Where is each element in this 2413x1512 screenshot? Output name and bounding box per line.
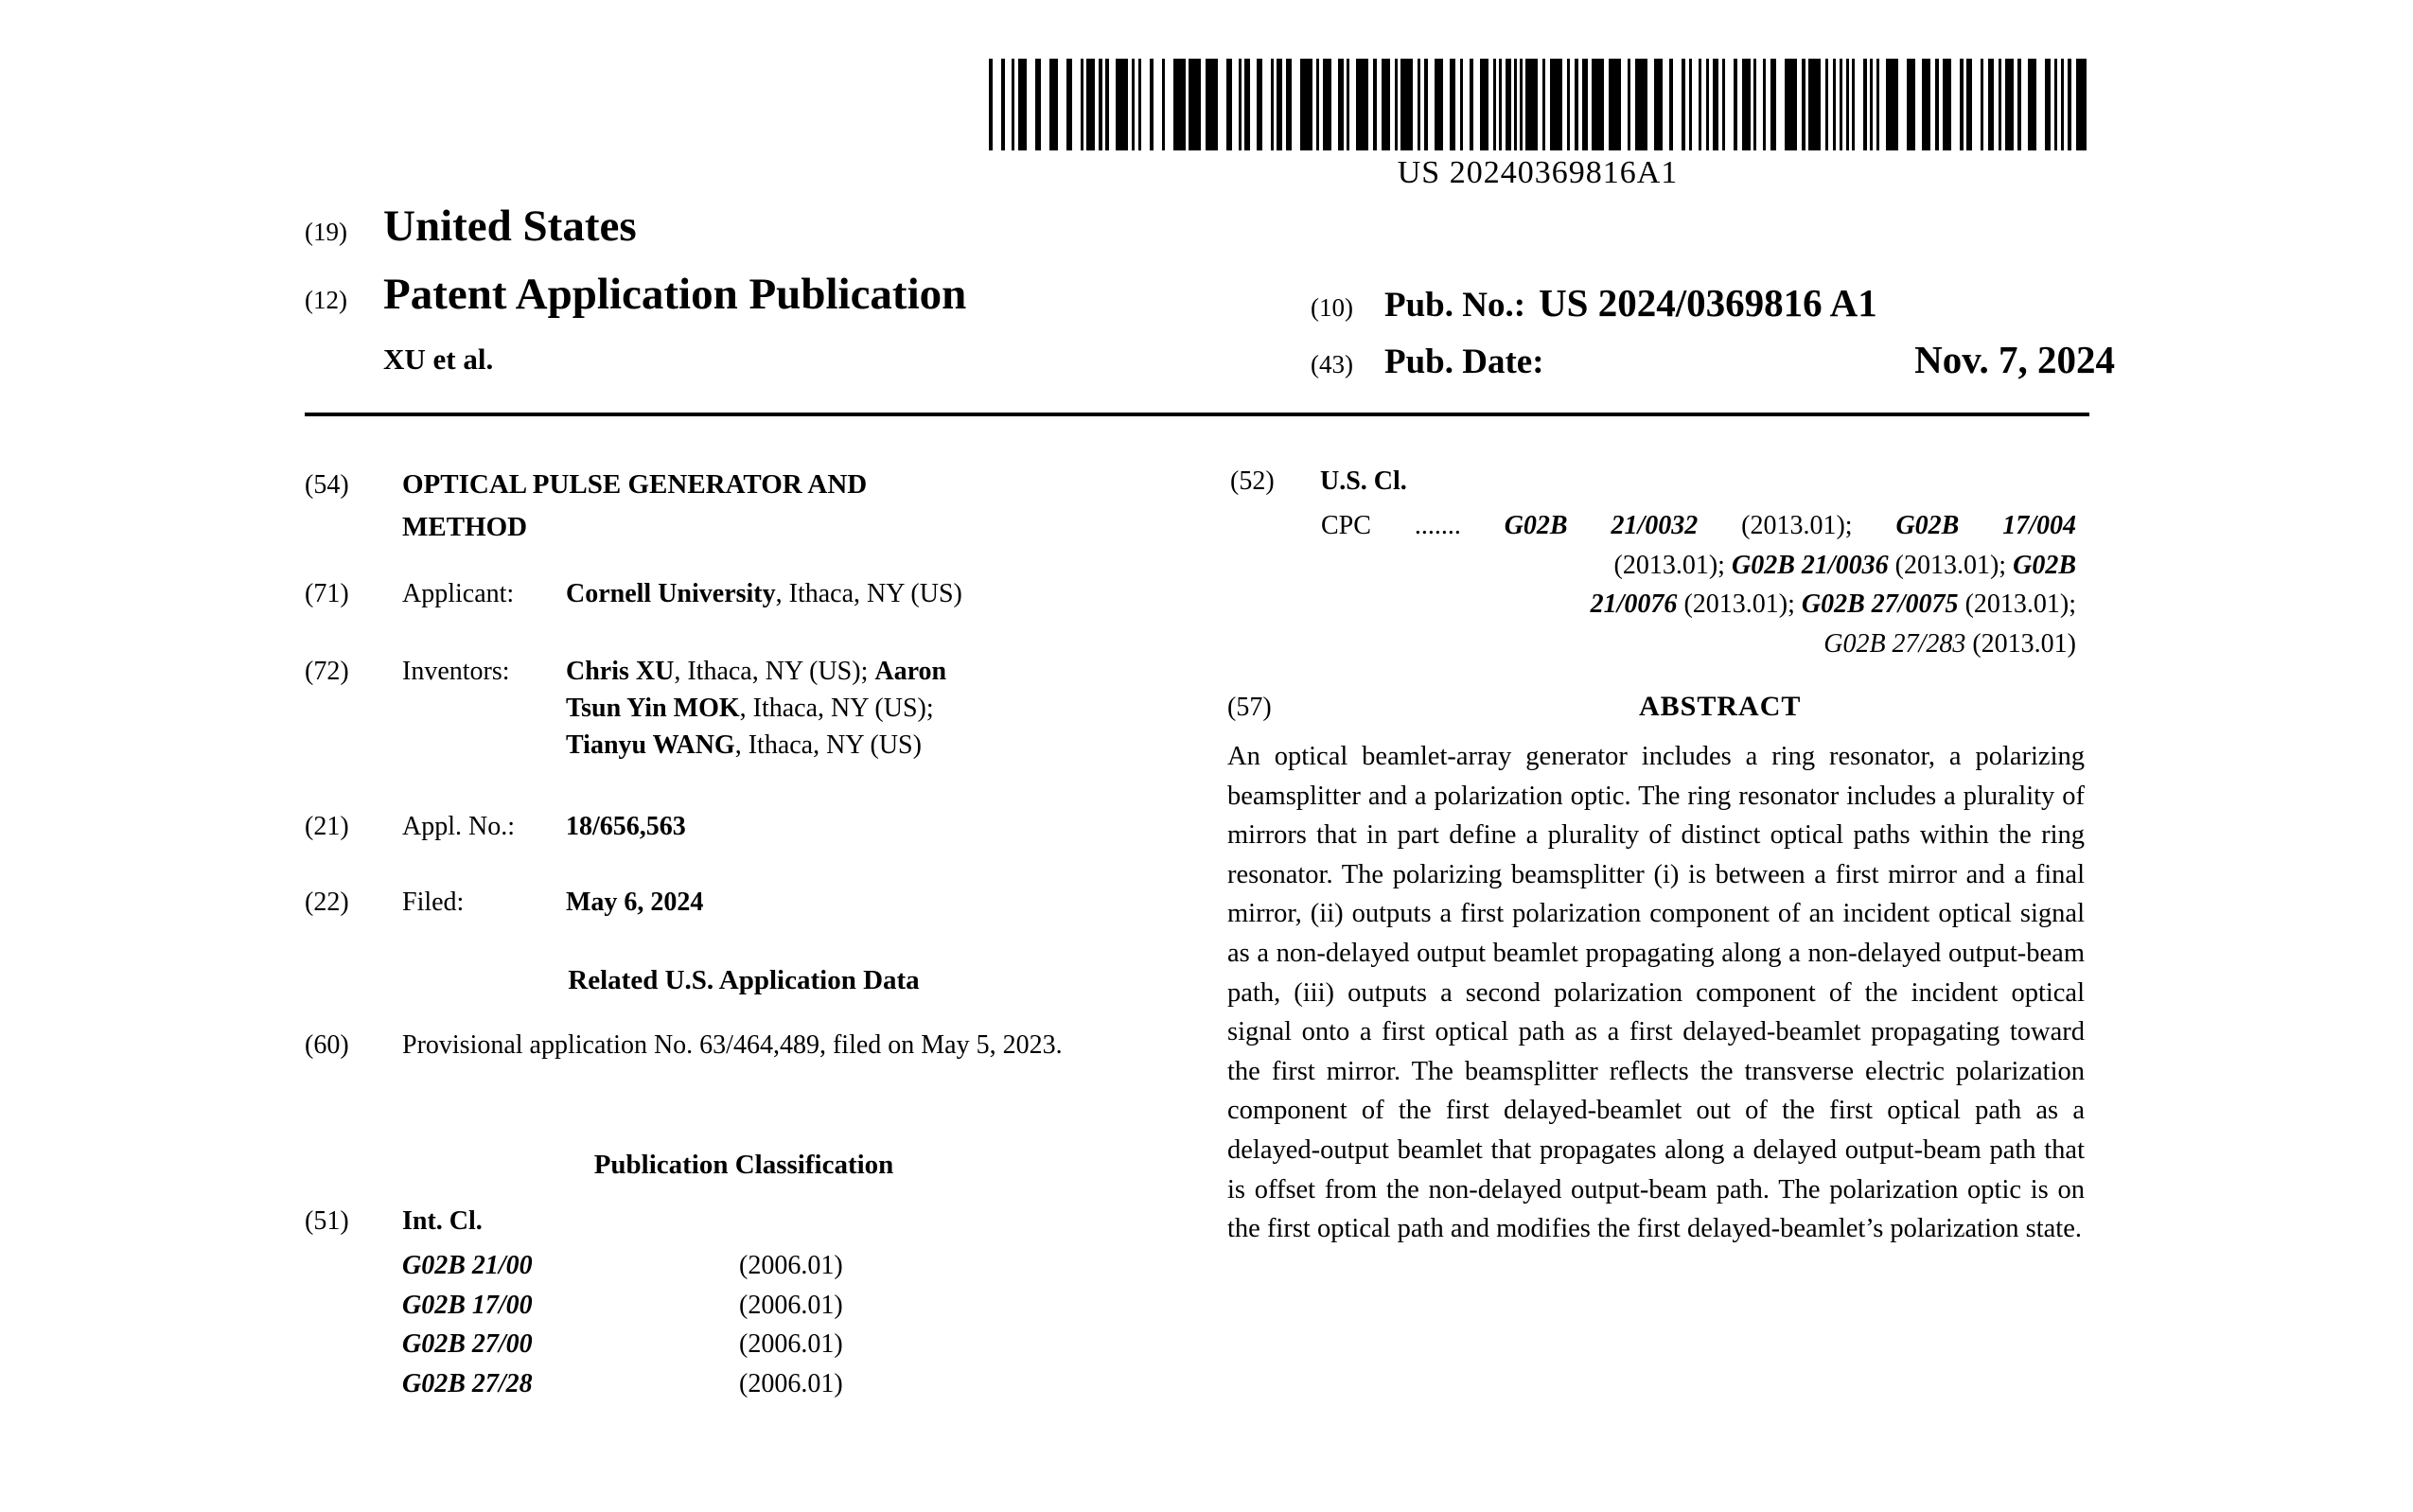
ref-72-tag: (72) — [305, 657, 349, 686]
int-cl-table — [402, 1246, 1159, 1404]
class-code: G02B 21/00 — [402, 1251, 533, 1280]
ref-60-tag: (60) — [305, 1030, 349, 1060]
invention-title: OPTICAL PULSE GENERATOR AND METHOD — [402, 469, 868, 542]
us-cl-label: U.S. Cl. — [1320, 466, 1407, 496]
int-cl-row — [402, 1364, 1159, 1404]
inventors-label: Inventors: — [402, 657, 510, 686]
pub-no-label: Pub. No.: — [1384, 286, 1526, 325]
abstract-heading: ABSTRACT — [1639, 691, 1802, 722]
first-named-party: XU et al. — [383, 343, 494, 376]
ref-21-tag: (21) — [305, 812, 349, 841]
header-doctype-row — [305, 269, 966, 320]
pub-date-label: Pub. Date: — [1384, 343, 1544, 381]
provisional-field — [305, 1027, 1183, 1065]
applicant-field — [305, 579, 1183, 609]
ref-52-tag: (52) — [1230, 466, 1275, 496]
abstract-text: An optical beamlet-array generator includes a ring resonator, a polarizing beamsplitter and a polarization optic. The ring resonator includes a plurality of mirrors that in part define a plurality of distinct optical paths within the ring resonator. The polarizing beamsplitter (i) is between a first mirror and a final mirror, (ii) outputs a first polarization component of an incident optical signal as a non-delayed output beamlet propagating along a non-delayed output-beam path, (iii) outputs a second polarization component of the incident optical signal onto a first optical path as a first delayed-beamlet propagating toward the first mirror. The beamsplitter reflects the transverse electric polarization component of the first delayed-beamlet out of the first optical path as a delayed-output beamlet that propagates along a delayed output-beam path that is offset from the non-delayed output-beam path. The polarization optic is on the first optical path and modifies the first delayed-beamlet’s polarization state. — [1227, 742, 2085, 1244]
appl-no-label: Appl. No.: — [402, 812, 515, 841]
ref-12-tag: (12) — [305, 286, 347, 314]
header-country-row — [305, 201, 637, 252]
inventors-field — [305, 653, 1183, 764]
filed-field — [305, 888, 1183, 918]
applicant-name: Cornell University, Ithaca, NY (US) — [566, 579, 962, 608]
int-cl-row — [402, 1325, 1159, 1364]
ref-10-tag: (10) — [1311, 293, 1353, 322]
cpc-classification-block — [1321, 506, 2076, 663]
inventors-list — [566, 653, 946, 764]
class-code: G02B 27/28 — [402, 1369, 533, 1399]
title-field — [305, 464, 1183, 549]
class-code: G02B 27/00 — [402, 1329, 533, 1360]
application-number-field — [305, 812, 1183, 842]
class-code: G02B 17/00 — [402, 1290, 533, 1320]
publication-classification-heading: Publication Classification — [593, 1150, 894, 1180]
inventor-line: Chris XU, Ithaca, NY (US); Aaron — [566, 657, 947, 686]
cpc-line: (2013.01); G02B 21/0036 (2013.01); G02B — [1613, 550, 2076, 580]
header-divider-rule — [305, 413, 2089, 416]
ref-19-tag: (19) — [305, 218, 347, 246]
int-cl-row — [402, 1246, 1159, 1286]
class-year: (2006.01) — [739, 1329, 843, 1360]
int-cl-field — [305, 1206, 1183, 1237]
ref-57-tag: (57) — [1227, 693, 1272, 722]
ref-54-tag: (54) — [305, 470, 349, 500]
int-cl-row — [402, 1286, 1159, 1326]
cpc-line: 21/0076 (2013.01); G02B 27/0075 (2013.01); — [1590, 589, 2076, 619]
ref-71-tag: (71) — [305, 579, 349, 608]
barcode-number: US 20240369816A1 — [1397, 155, 1679, 190]
barcode-image — [989, 59, 2087, 150]
appl-no-value: 18/656,563 — [566, 812, 686, 841]
ref-51-tag: (51) — [305, 1206, 349, 1236]
applicant-label: Applicant: — [402, 579, 515, 608]
abstract-heading-row — [1227, 691, 2085, 723]
inventor-line: Tianyu WANG, Ithaca, NY (US) — [566, 730, 922, 760]
related-data-heading: Related U.S. Application Data — [568, 965, 920, 995]
us-cl-field — [1230, 466, 2115, 497]
country-name: United States — [383, 202, 637, 251]
ref-43-tag: (43) — [1311, 350, 1353, 378]
pub-no-row — [1311, 280, 2115, 325]
pub-date-row — [1311, 337, 2115, 382]
provisional-text: Provisional application No. 63/464,489, filed on May 5, 2023. — [402, 1030, 1063, 1060]
filed-label: Filed: — [402, 888, 465, 917]
class-year: (2006.01) — [739, 1290, 843, 1320]
filed-date-value: May 6, 2024 — [566, 888, 704, 917]
class-year: (2006.01) — [739, 1251, 843, 1280]
cpc-line: G02B 27/283 (2013.01) — [1823, 628, 2076, 659]
class-year: (2006.01) — [739, 1369, 843, 1399]
pub-date-value: Nov. 7, 2024 — [1914, 338, 2115, 381]
cpc-line: CPC ....... G02B 21/0032 (2013.01); G02B 17/004 — [1321, 511, 2076, 540]
document-type: Patent Application Publication — [383, 270, 967, 319]
pub-no-value: US 2024/0369816 A1 — [1539, 281, 1877, 325]
ref-22-tag: (22) — [305, 888, 349, 917]
int-cl-label: Int. Cl. — [402, 1206, 483, 1236]
inventor-line: Tsun Yin MOK, Ithaca, NY (US); — [566, 694, 934, 723]
